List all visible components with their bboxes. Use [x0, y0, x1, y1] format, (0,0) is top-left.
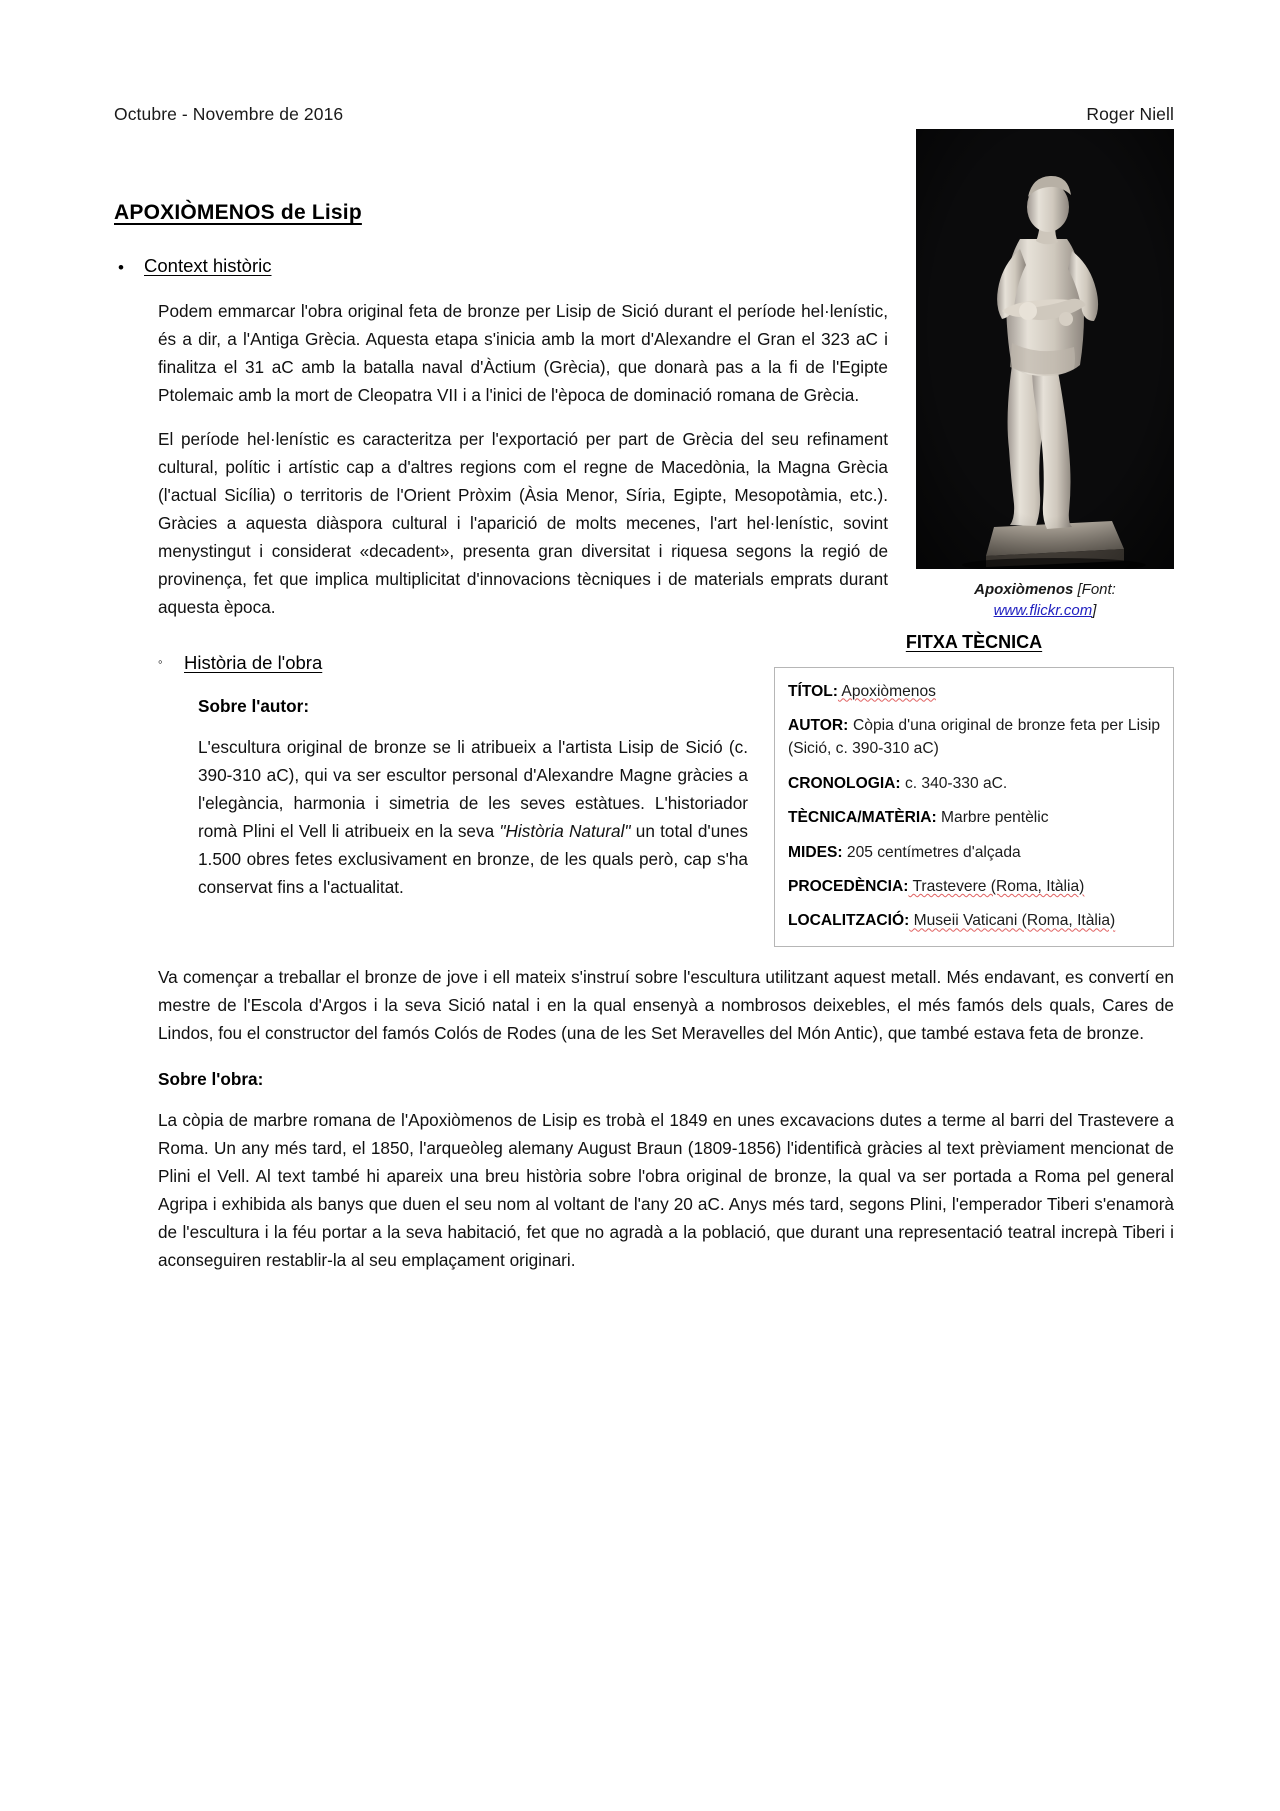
subheading-sobre-obra: Sobre l'obra: — [158, 1068, 264, 1089]
fitxa-row-label: AUTOR: — [788, 716, 849, 734]
figure-caption-source-prefix: [Font: — [1073, 581, 1116, 598]
section-heading-historia: Història de l'obra — [184, 651, 323, 673]
fitxa-row — [788, 680, 1160, 703]
paragraph-context-1: Podem emmarcar l'obra original feta de bronze per Lisip de Sició durant el període hel·lenístic, és a dir, a l'Antiga Grècia. Aquesta etapa s'inicia amb la mort d'Alexandre el Gran el 323 aC i finalitza el 31 aC amb la batalla naval d'Àctium (Grècia), que donarà pas a la fi de l'Egipte Ptolemaic amb la mort de Cleopatra VII i a l'inici de l'època de dominació romana de Grècia. — [158, 300, 888, 405]
paragraph-autor-1-italic: "Història Natural" — [499, 820, 631, 841]
figure-caption — [916, 579, 1174, 622]
fitxa-row-value: Trastevere (Roma, Itàlia) — [908, 877, 1085, 895]
subheading-sobre-autor: Sobre l'autor: — [198, 695, 310, 716]
fitxa-row — [788, 806, 1160, 829]
paragraph-context-2: El període hel·lenístic es caracteritza per l'exportació per part de Grècia del seu refinament cultural, polític i artístic cap a d'altres regions com el regne de Macedònia, la Magna Grècia (l'actual Sicília) o territoris de l'Orient Pròxim (Àsia Menor, Síria, Egipte, Mesopotàmia, etc.). Gràcies a aquesta diàspora cultural i l'aparició de molts mecenes, l'art hel·lenístic, sovint menystingut i considerat «decadent», presenta gran diversitat i riquesa segons la regió de provinença, fet que implica multiplicitat d'innovacions tècniques i de materials emprats durant aquesta època. — [158, 428, 888, 617]
statue-figure — [916, 129, 1174, 622]
fitxa-row — [788, 714, 1160, 761]
fitxa-row-value: c. 340-330 aC. — [900, 774, 1008, 792]
paragraph-autor-1-part2: un total d'unes 1.500 obres fetes exclusivament en bronze, de les quals però, cap s'ha conservat fins a l'actualitat. — [198, 820, 748, 897]
header-author: Roger Niell — [1086, 104, 1174, 124]
fitxa-tecnica-box — [774, 667, 1174, 947]
hollow-bullet-marker-icon: ◦ — [158, 653, 163, 669]
fitxa-row — [788, 841, 1160, 864]
fitxa-row-value: 205 centímetres d'alçada — [842, 843, 1021, 861]
fitxa-row-label: TÈCNICA/MATÈRIA: — [788, 809, 937, 827]
running-header — [114, 104, 1174, 125]
statue-illustration — [916, 129, 1174, 569]
header-date: Octubre - Novembre de 2016 — [114, 104, 344, 124]
paragraph-autor-2: Va començar a treballar el bronze de jove i ell mateix s'instruí sobre l'escultura utilitzant aquest metall. Més endavant, es convertí en mestre de l'Escola d'Argos i la seva Sició natal i en la qual ensenyà a nombrosos deixebles, el més famós dels quals, Cares de Lindos, fou el constructor del famós Colós de Rodes (una de les Set Meravelles del Món Antic), que també estava feta de bronze. — [158, 966, 1174, 1043]
bullet-marker-icon: • — [118, 258, 124, 277]
fitxa-row-value: Còpia d'una original de bronze feta per Lisip (Sició, c. 390-310 aC) — [788, 716, 1160, 758]
bullet-historia-obra — [158, 652, 748, 674]
fitxa-row-value: Museii Vaticani (Roma, Itàlia) — [909, 912, 1116, 930]
fitxa-row-label: MIDES: — [788, 843, 843, 861]
page-title: APOXIÒMENOS de Lisip — [114, 201, 362, 224]
fitxa-row — [788, 909, 1160, 932]
page-content — [114, 104, 1174, 1274]
fitxa-tecnica-title: FITXA TÈCNICA — [905, 631, 1043, 652]
fitxa-row-value: Apoxiòmenos — [837, 682, 936, 700]
paragraph-autor-1-part1: L'escultura original de bronze se li atribueix a l'artista Lisip de Sició (c. 390-310 aC), qui va ser escultor personal d'Alexandre Magne gràcies a l'elegància, harmonia i simetria de les seves estàtues. L'historiador romà Plini el Vell li atribueix en la seva — [198, 736, 748, 841]
figure-source-link[interactable]: www.flickr.com — [993, 602, 1093, 620]
bullet-context-historic — [118, 255, 888, 281]
fitxa-row — [788, 875, 1160, 898]
fitxa-tecnica-panel — [774, 632, 1174, 947]
fitxa-row — [788, 772, 1160, 795]
section-heading-context: Context històric — [144, 255, 272, 276]
fitxa-row-label: CRONOLOGIA: — [788, 774, 901, 792]
figure-caption-source-suffix: ] — [1092, 602, 1097, 620]
statue-photo — [916, 129, 1174, 569]
figure-caption-title: Apoxiòmenos — [974, 581, 1074, 598]
fitxa-row-label: TÍTOL: — [788, 682, 838, 700]
fitxa-row-label: PROCEDÈNCIA: — [788, 877, 909, 895]
fitxa-row-label: LOCALITZACIÓ: — [788, 912, 910, 930]
paragraph-obra: La còpia de marbre romana de l'Apoxiòmenos de Lisip es trobà el 1849 en unes excavacions dutes a terme al barri del Trastevere a Roma. Un any més tard, el 1850, l'arqueòleg alemany August Braun (1809-1856) l'identificà gràcies al text prèviament mencionat de Plini el Vell. Al text també hi apareix una breu història sobre l'obra original de bronze, la qual va ser portada a Roma pel general Agripa i exhibida als banys que duen el seu nom al voltant de l'any 20 aC. Anys més tard, segons Plini, l'emperador Tiberi s'enamorà de l'escultura i la féu portar a la seva habitació, fet que no agradà a la població, que durant una representació teatral increpà Tiberi i aconseguiren restablir-la al seu emplaçament originari. — [158, 1109, 1174, 1270]
fitxa-row-value: Marbre pentèlic — [936, 809, 1049, 827]
